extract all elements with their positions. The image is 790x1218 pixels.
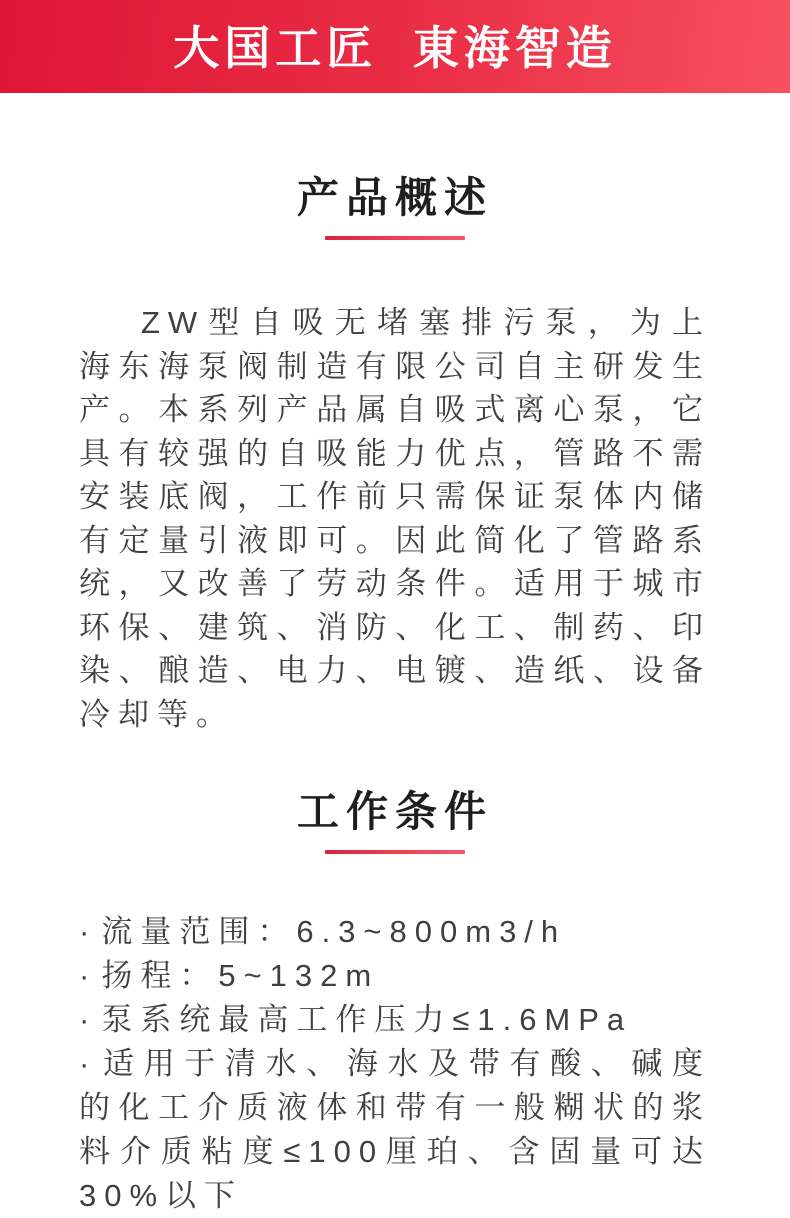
banner-slogan: 大国工匠 東海智造 xyxy=(173,21,617,74)
list-item xyxy=(79,1042,711,1218)
working-conditions-list xyxy=(79,910,711,1218)
list-item-text: 流量范围：6.3~800m3/h xyxy=(101,914,567,949)
bullet-icon: · xyxy=(79,914,98,949)
bullet-icon: · xyxy=(79,958,98,993)
bullet-icon: · xyxy=(79,1002,98,1037)
section-title-product-overview: 产品概述 xyxy=(296,174,493,221)
section-title-working-conditions: 工作条件 xyxy=(296,788,493,835)
list-item xyxy=(79,998,711,1042)
top-banner xyxy=(0,0,790,93)
bullet-icon: · xyxy=(79,1046,98,1081)
title-underline-decoration xyxy=(325,236,465,240)
list-item-text: 泵系统最高工作压力≤1.6MPa xyxy=(101,1002,633,1037)
title-underline-decoration xyxy=(325,850,465,854)
list-item-text: 扬程：5~132m xyxy=(101,958,380,993)
list-item xyxy=(79,954,711,998)
product-overview-paragraph: ZW型自吸无堵塞排污泵，为上海东海泵阀制造有限公司自主研发生产。本系列产品属自吸式离心泵，它具有较强的自吸能力优点，管路不需安装底阀，工作前只需保证泵体内储有定量引液即可。因此简化了管路系统，又改善了劳动条件。适用于城市环保、建筑、消防、化工、制药、印染、酿造、电力、电镀、造纸、设备冷却等。 xyxy=(79,305,711,732)
list-item-text: 适用于清水、海水及带有酸、碱度的化工介质液体和带有一般糊状的浆料介质粘度≤100厘珀、含固量可达30%以下 xyxy=(79,1046,711,1213)
list-item xyxy=(79,910,711,954)
